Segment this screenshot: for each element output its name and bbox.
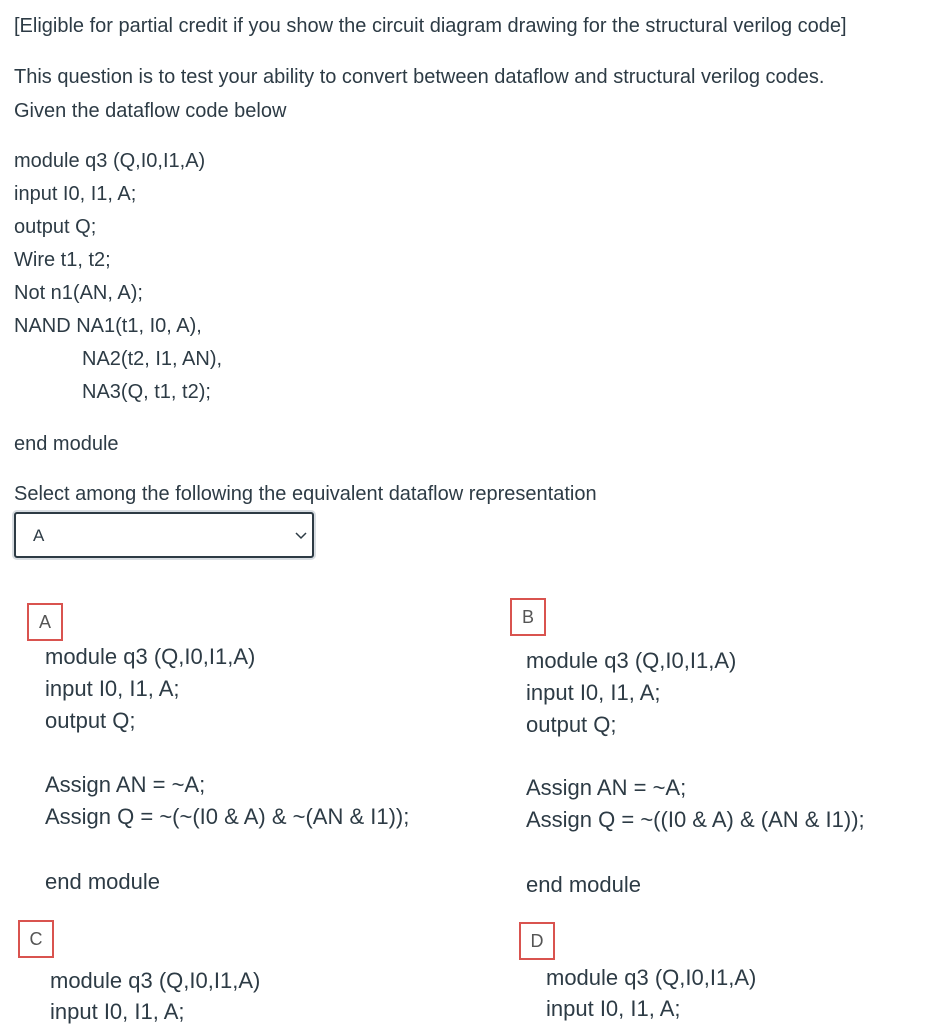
- option-b-line: end module: [526, 872, 641, 897]
- code-line: input I0, I1, A;: [14, 183, 137, 205]
- option-c-label: C: [29, 928, 43, 949]
- option-c-line: module q3 (Q,I0,I1,A): [50, 968, 261, 993]
- code-line: module q3 (Q,I0,I1,A): [14, 150, 206, 172]
- option-a-line: Assign AN = ~A;: [45, 772, 206, 797]
- option-b-line: module q3 (Q,I0,I1,A): [526, 648, 737, 673]
- option-c-line: input I0, I1, A;: [50, 999, 185, 1024]
- option-a-label: A: [38, 611, 51, 632]
- option-b-line: Assign Q = ~((I0 & A) & (AN & I1));: [526, 807, 865, 832]
- code-line: output Q;: [14, 216, 97, 238]
- option-b-label: B: [521, 606, 534, 627]
- intro-line-2: Given the dataflow code below: [14, 100, 287, 122]
- answer-select-value: A: [33, 526, 45, 545]
- option-c-badge: [18, 920, 54, 958]
- code-line: Not n1(AN, A);: [14, 282, 143, 304]
- option-d-label: D: [530, 930, 544, 951]
- option-b-line: output Q;: [526, 712, 617, 737]
- code-line: NA3(Q, t1, t2);: [82, 381, 211, 403]
- option-a-line: output Q;: [45, 708, 136, 733]
- option-b-line: input I0, I1, A;: [526, 680, 661, 705]
- answer-select[interactable]: [14, 512, 314, 558]
- select-prompt: Select among the following the equivalent dataflow representation: [14, 483, 597, 505]
- code-line: end module: [14, 433, 119, 455]
- option-a-line: Assign Q = ~(~(I0 & A) & ~(AN & I1));: [45, 804, 410, 829]
- code-line: Wire t1, t2;: [14, 249, 111, 271]
- option-a-line: input I0, I1, A;: [45, 676, 180, 701]
- option-d-line: input I0, I1, A;: [546, 996, 681, 1021]
- intro-line-1: This question is to test your ability to convert between dataflow and structural verilog codes.: [14, 66, 825, 88]
- option-d-line: module q3 (Q,I0,I1,A): [546, 965, 757, 990]
- option-a-badge: [27, 603, 63, 641]
- code-line: NA2(t2, I1, AN),: [82, 348, 223, 370]
- credit-note: [Eligible for partial credit if you show the circuit diagram drawing for the structural verilog code]: [14, 15, 847, 37]
- option-a-line: module q3 (Q,I0,I1,A): [45, 644, 256, 669]
- code-line: NAND NA1(t1, I0, A),: [14, 315, 202, 337]
- option-b-line: Assign AN = ~A;: [526, 775, 687, 800]
- chevron-down-icon: [294, 528, 308, 542]
- option-d-badge: [519, 922, 555, 960]
- option-a-line: end module: [45, 869, 160, 894]
- option-b-badge: [510, 598, 546, 636]
